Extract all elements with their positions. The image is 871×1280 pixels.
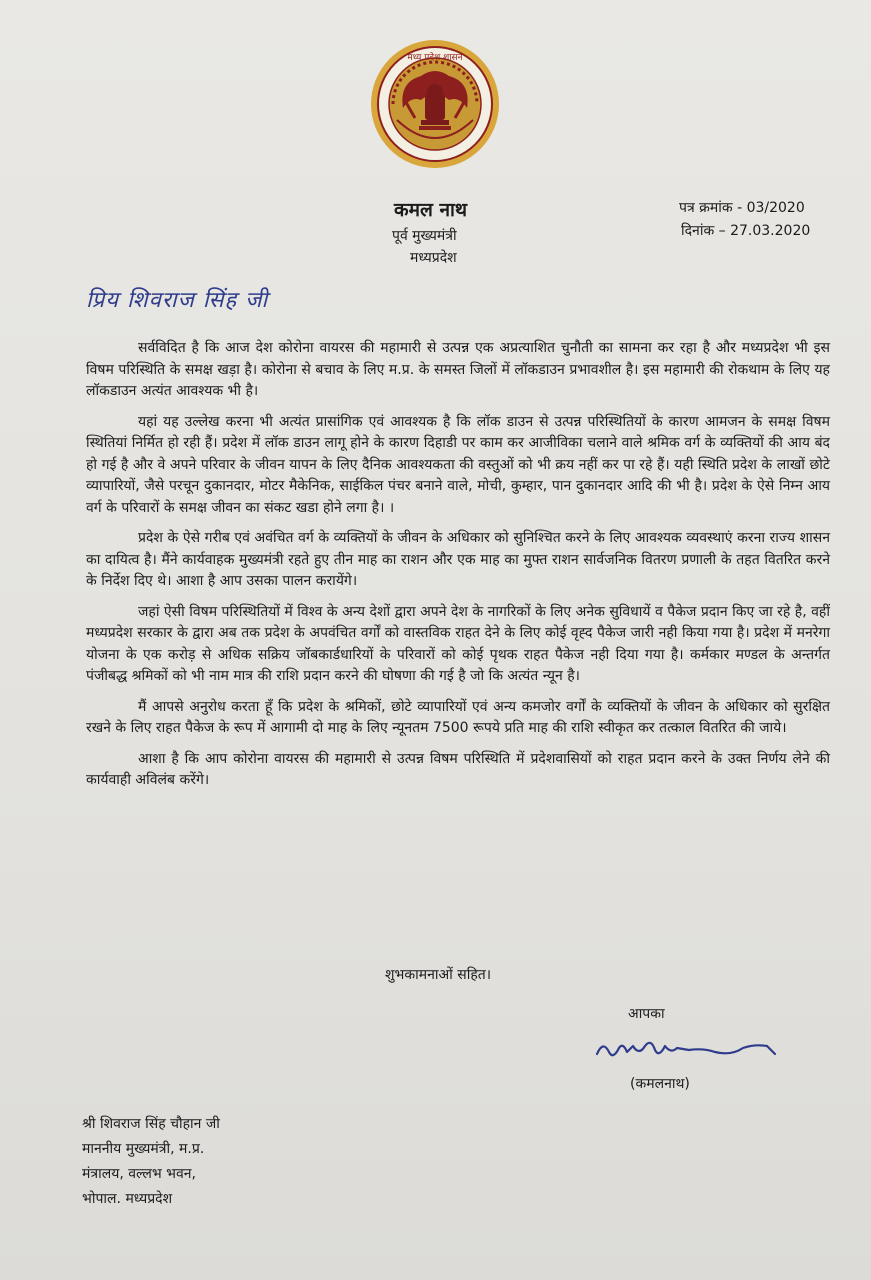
handwritten-signature	[593, 1034, 779, 1066]
mp-government-emblem	[369, 38, 501, 170]
sender-name: कमल नाथ	[394, 199, 468, 221]
letter-date: दिनांक – 27.03.2020	[681, 223, 811, 239]
signer-name: (कमलनाथ)	[630, 1076, 690, 1092]
sender-title: पूर्व मुख्यमंत्री	[392, 228, 457, 244]
recipient-line: भोपाल. मध्यप्रदेश	[82, 1191, 173, 1207]
recipient-address	[82, 1112, 220, 1212]
closing-greeting: शुभकामनाओं सहित।	[385, 967, 492, 983]
body-paragraph: सर्वविदित है कि आज देश कोरोना वायरस की महामारी से उत्पन्न एक अप्रत्याशित चुनौती का सामना कर रहा है और मध्यप्रदेश भी इस विषम परिस्थिति के समक्ष खड़ा है। कोरोना से बचाव के लिए म.प्र. के समस्त जिलों में लॉकडाउन प्रभावशील है। इस महामारी की रोकथाम के लिए यह लॉकडाउन अत्यंत आवश्यक भी है।	[86, 340, 830, 399]
closing-yours: आपका	[628, 1006, 665, 1022]
recipient-line: श्री शिवराज सिंह चौहान जी	[82, 1116, 220, 1132]
body-paragraph: मैं आपसे अनुरोध करता हूँ कि प्रदेश के श्रमिकों, छोटे व्यापारियों एवं अन्य कमजोर वर्गों के व्यक्तियों के जीवन के अधिकार को सुरक्षित रखने के लिए राहत पैकेज के रूप में आगामी दो माह के लिए न्यूनतम 7500 रूपये प्रति माह की राशि स्वीकृत कर तत्काल वितरित की जाये।	[86, 698, 830, 736]
body-paragraph: जहां ऐसी विषम परिस्थितियों में विश्व के अन्य देशों द्वारा अपने देश के नागरिकों के लिए अनेक सुविधायें व पैकेज प्रदान किए जा रहे है, वहीं मध्यप्रदेश सरकार के द्वारा अब तक प्रदेश के अपवंचित वर्गों को वास्तविक राहत देने के लिए कोई वृह्द पैकेज जारी नही किया गया है। प्रदेश में मनरेगा योजना के एक करोड़ से अधिक सक्रिय जॉबकार्डधारियों के परिवारों को कोई पृथक राहत पैकेज नही दिया गया है। कर्मकार मण्डल के अन्तर्गत पंजीबद्ध श्रमिकों को भी नाम मात्र की राशि प्रदान करने की घोषणा की गई है जो कि अत्यंत न्यून है।	[86, 603, 830, 684]
emblem-text: मध्य प्रदेश शासन	[407, 53, 463, 63]
body-paragraph: आशा है कि आप कोरोना वायरस की महामारी से उत्पन्न विषम परिस्थिति में प्रदेशवासियों को राहत प्रदान करने के उक्त निर्णय लेने की कार्यवाही अविलंब करेंगे।	[86, 750, 830, 788]
recipient-line: माननीय मुख्यमंत्री, म.प्र.	[82, 1141, 205, 1157]
letter-body	[86, 338, 830, 801]
sender-state: मध्यप्रदेश	[410, 250, 457, 266]
body-paragraph: प्रदेश के ऐसे गरीब एवं अवंचित वर्ग के व्यक्तियों के जीवन के अधिकार को सुनिश्चित करने के लिए आवश्यक व्यवस्थाएं करना राज्य शासन का दायित्व है। मैंने कार्यवाहक मुख्यमंत्री रहते हुए तीन माह का राशन और एक माह का मुफ्त राशन सार्वजनिक वितरण प्रणाली के तहत वितरित करने के निर्देश दिए थे। आशा है आप उसका पालन करायेंगे।	[86, 530, 830, 589]
recipient-line: मंत्रालय, वल्लभ भवन,	[82, 1166, 196, 1182]
handwritten-salutation: प्रिय शिवराज सिंह जी	[86, 288, 269, 313]
body-paragraph: यहां यह उल्लेख करना भी अत्यंत प्रासांगिक एवं आवश्यक है कि लॉक डाउन से उत्पन्न परिस्थितियों के कारण आमजन के समक्ष विषम स्थितियां निर्मित हो रही हैं। प्रदेश में लॉक डाउन लागू होने के कारण दिहाडी पर काम कर आजीविका चलाने वाले श्रमिक वर्ग के व्यक्तियों की आय बंद हो गई है और वे अपने परिवार के जीवन यापन के लिए दैनिक आवश्यकता की वस्तुओं को भी क्रय नहीं कर पा रहे हैं। यही स्थिति प्रदेश के लाखों छोटे व्यापारियों, जैसे परचून दुकानदार, मोटर मैकेनिक, साईकिल पंचर बनाने वाले, मोची, कुम्हार, पान दुकानदार आदि की भी है। प्रदेश के ऐसे निम्न आय वर्ग के परिवारों के समक्ष जीवन का संकट खडा होने लगा है। ।	[86, 413, 830, 516]
letter-number: पत्र क्रमांक - 03/2020	[679, 200, 805, 216]
